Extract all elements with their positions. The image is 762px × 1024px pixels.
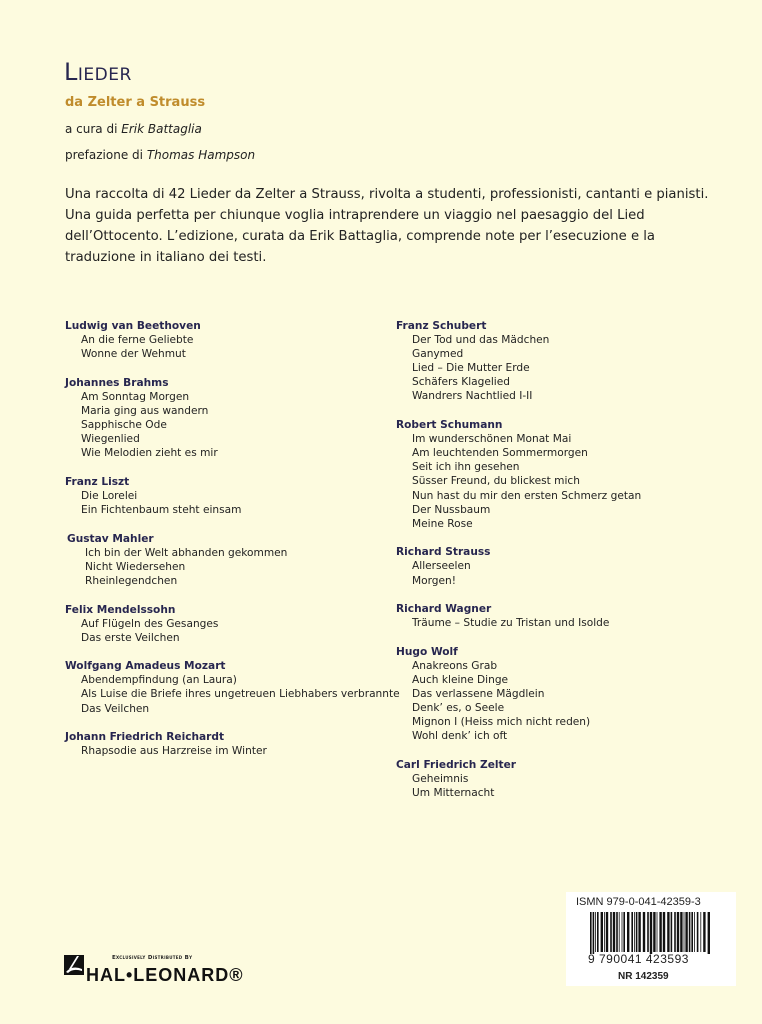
composer-name: Johannes Brahms (65, 376, 169, 389)
work-title: Schäfers Klagelied (412, 376, 510, 389)
composer-name: Wolfgang Amadeus Mozart (65, 660, 226, 673)
barcode-bar (685, 912, 687, 952)
barcode-bar (622, 912, 623, 952)
composer-group (396, 645, 641, 744)
work-title: Nicht Wiedersehen (85, 560, 186, 573)
work-title: Im wunderschönen Monat Mai (412, 433, 572, 446)
barcode-bar (634, 912, 635, 952)
work-title: Seit ich ihn gesehen (412, 461, 520, 474)
work-title: Maria ging aus wandern (81, 404, 209, 417)
composer-name: Felix Mendelssohn (65, 603, 176, 616)
hal-leonard-logo-icon (64, 955, 84, 979)
barcode-bar (691, 912, 693, 952)
barcode-bar (631, 912, 633, 952)
composer-name: Hugo Wolf (396, 645, 458, 658)
barcode-bar (667, 912, 669, 952)
work-title: Auf Flügeln des Gesanges (81, 617, 219, 630)
barcode-bar (616, 912, 618, 952)
work-title: Das verlassene Mägdlein (412, 688, 545, 701)
composer-group (65, 319, 400, 361)
barcode-bar (674, 912, 676, 952)
composer-group (396, 545, 641, 587)
work-title: Süsser Freund, du blickest mich (412, 475, 580, 488)
preface-credit (65, 148, 255, 162)
barcode-bar (677, 912, 679, 952)
barcode-bar (643, 912, 645, 952)
composer-name: Johann Friedrich Reichardt (65, 731, 225, 744)
work-title: Ich bin der Welt abhanden gekommen (85, 546, 288, 559)
work-title: Abendempfindung (an Laura) (81, 674, 237, 687)
barcode-bar (593, 912, 595, 954)
editor-credit (65, 122, 202, 136)
work-title: An die ferne Geliebte (81, 334, 194, 347)
barcode-bar (619, 912, 620, 952)
work-title: Als Luise die Briefe ihres ungetreuen Liebhabers verbrannte (81, 688, 400, 701)
composer-name: Richard Wagner (396, 603, 492, 616)
barcode-bar (610, 912, 612, 952)
catalog-number: NR 142359 (618, 971, 669, 982)
work-title: Anakreons Grab (412, 659, 498, 672)
ismn-number: ISMN 979-0-041-42359-3 (576, 896, 701, 908)
composer-name: Ludwig van Beethoven (65, 320, 201, 332)
work-title: Denk’ es, o Seele (412, 702, 505, 715)
barcode-bar (708, 912, 710, 954)
composer-name: Robert Schumann (396, 419, 503, 432)
editor-prefix: a cura di (65, 122, 118, 136)
composer-group (65, 603, 400, 645)
barcode-bar (703, 912, 705, 952)
barcode-bar (601, 912, 603, 952)
barcode-bar (638, 912, 640, 952)
composer-group (65, 730, 400, 758)
barcode-digits: 9 790041 423593 (588, 952, 689, 966)
work-title: Rhapsodie aus Harzreise im Winter (81, 745, 267, 758)
composer-name: Franz Schubert (396, 320, 487, 332)
composer-group (396, 418, 641, 531)
barcode-bar (647, 912, 649, 952)
barcode-bar (604, 912, 605, 952)
work-title: Der Tod und das Mädchen (412, 334, 550, 347)
work-title: Das Veilchen (81, 702, 150, 715)
barcode-bar (595, 912, 596, 952)
barcode-bar (659, 912, 661, 952)
composer-group (396, 758, 641, 800)
composer-group (65, 475, 400, 517)
barcode-bar (636, 912, 638, 952)
publisher-name: HAL•LEONARD® (86, 965, 244, 985)
work-title: Meine Rose (412, 517, 473, 530)
barcode-bar (590, 912, 592, 954)
work-title: Geheimnis (412, 773, 469, 786)
composer-group (65, 376, 400, 461)
description: Una raccolta di 42 Lieder da Zelter a Strauss, rivolta a studenti, professionisti, cantanti e pianisti. Una guida perfetta per chiunque voglia intraprendere un viaggio nel paesaggio del Lied dell’Ottocento. L’edizione, curata da Erik Battaglia, comprende note per l’esecuzione e la traduzione in italiano dei testi. (65, 187, 709, 265)
composer-group (396, 602, 641, 630)
work-title: Um Mitternacht (412, 787, 495, 800)
composer-name: Gustav Mahler (67, 532, 154, 545)
work-title: Ganymed (412, 348, 464, 361)
contents-left-column (65, 319, 400, 773)
barcode-bar (627, 912, 629, 952)
work-title: Wonne der Wehmut (81, 348, 186, 361)
work-title: Am Sonntag Morgen (81, 390, 190, 403)
work-title: Mignon I (Heiss mich nicht reden) (412, 716, 591, 729)
work-title: Sapphische Ode (81, 419, 167, 432)
barcode-bar (613, 912, 615, 952)
barcode-bar (694, 912, 695, 952)
work-title: Wiegenlied (81, 433, 140, 446)
barcode-bar (650, 912, 652, 954)
barcode-icon (590, 912, 712, 954)
work-title: Die Lorelei (81, 489, 138, 502)
work-title: Am leuchtenden Sommermorgen (412, 447, 588, 460)
work-title: Der Nussbaum (412, 503, 491, 516)
composer-group (65, 532, 400, 588)
contents-right-column (396, 319, 641, 815)
editor-name: Erik Battaglia (121, 122, 202, 136)
work-title: Nun hast du mir den ersten Schmerz getan (412, 489, 642, 502)
barcode-bar (663, 912, 665, 952)
preface-author: Thomas Hampson (146, 148, 256, 162)
barcode-bar (671, 912, 673, 952)
work-title: Auch kleine Dinge (412, 673, 509, 686)
work-title: Morgen! (412, 574, 456, 587)
distributed-by-label: Exclusively Distributed By (112, 955, 193, 961)
composer-name: Carl Friedrich Zelter (396, 758, 516, 771)
work-title: Wie Melodien zieht es mir (81, 447, 218, 460)
work-title: Träume – Studie zu Tristan und Isolde (412, 617, 610, 630)
barcode-bar (689, 912, 691, 952)
work-title: Allerseelen (412, 560, 471, 573)
barcode-bar (697, 912, 699, 952)
composer-group (396, 319, 641, 404)
composer-group (65, 659, 400, 715)
barcode-bar (623, 912, 625, 952)
work-title: Wandrers Nachtlied I-II (412, 390, 533, 403)
book-title: Lieder (64, 58, 132, 86)
barcode-bar (700, 912, 701, 952)
barcode-bar (657, 912, 658, 952)
barcode-label (566, 892, 736, 986)
work-title: Ein Fichtenbaum steht einsam (81, 504, 242, 517)
work-title: Das erste Veilchen (81, 631, 180, 644)
work-title: Lied – Die Mutter Erde (412, 362, 530, 375)
composer-name: Franz Liszt (65, 475, 130, 488)
barcode-bar (684, 912, 685, 952)
work-title: Rheinlegendchen (85, 574, 178, 587)
barcode-bar (680, 912, 682, 952)
composer-name: Richard Strauss (396, 546, 491, 559)
preface-prefix: prefazione di (65, 148, 143, 162)
book-subtitle: da Zelter a Strauss (65, 95, 206, 110)
barcode-bar (597, 912, 599, 952)
work-title: Wohl denk’ ich oft (412, 730, 508, 743)
barcode-bar (606, 912, 608, 952)
barcode-bar (653, 912, 655, 952)
